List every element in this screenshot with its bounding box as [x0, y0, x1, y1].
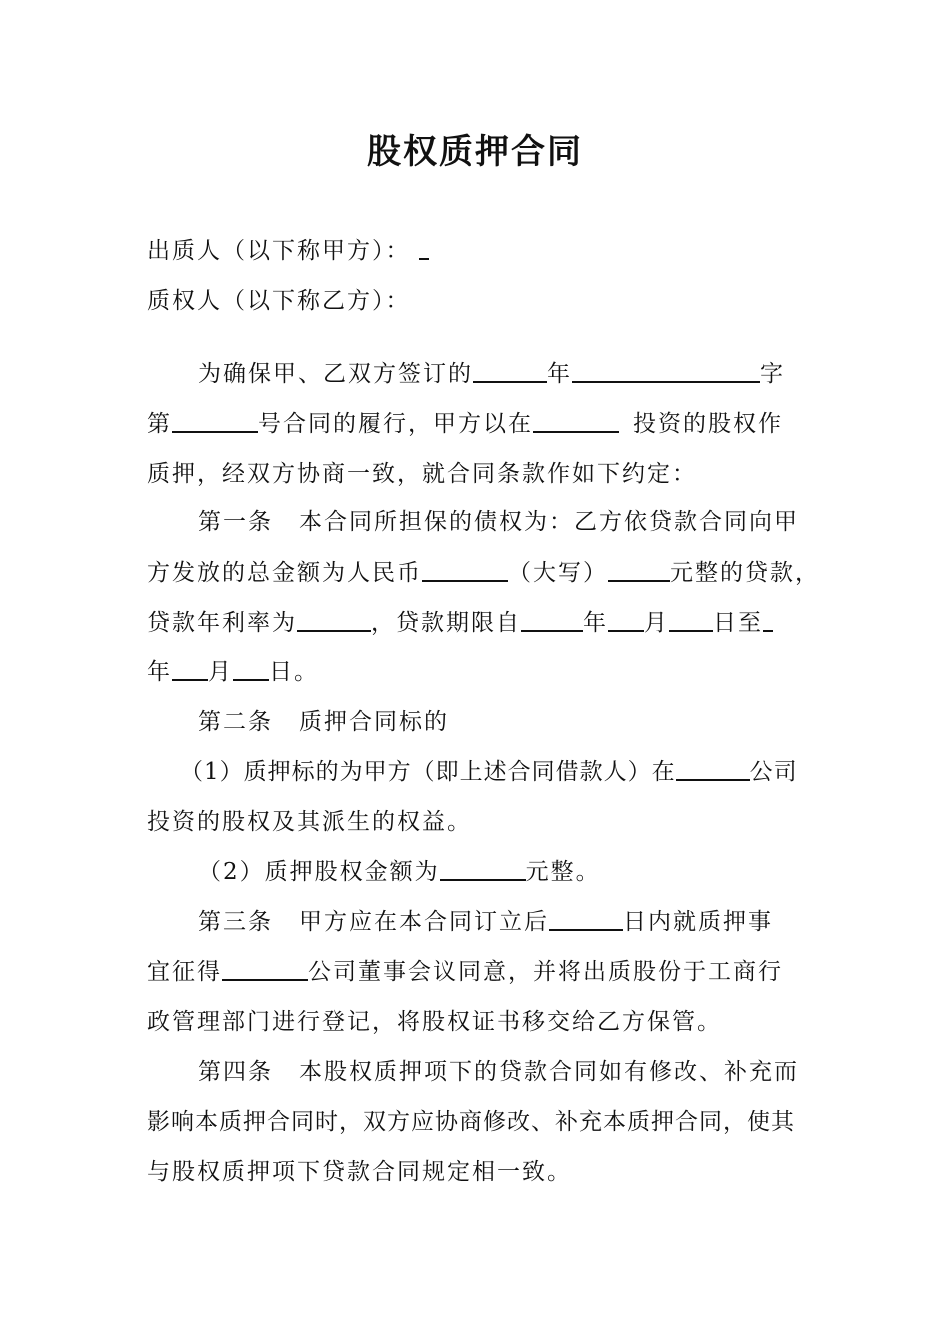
blank-end-day: [233, 657, 269, 681]
pledgor-blank: [419, 236, 429, 260]
article-2-heading: 第二条: [198, 709, 273, 735]
article-2-heading-line: 第二条 质押合同标的: [198, 709, 449, 735]
article-4-line-1: 第四条 本股权质押项下的贷款合同如有修改、补充而: [198, 1059, 799, 1085]
document-title: 股权质押合同: [367, 132, 583, 172]
blank-interest-rate: [297, 608, 371, 632]
paragraph-1-line-1: 为确保甲、乙双方签订的 年 字: [198, 361, 785, 387]
blank-days: [549, 907, 623, 931]
pledgor-label: 出质人（以下称甲方）：: [147, 238, 411, 264]
article-3-line-2: 宜征得 公司董事会议同意，并将出质股份于工商行: [147, 959, 783, 985]
article-4-line-3: 与股权质押项下贷款合同规定相一致。: [147, 1159, 572, 1185]
article-1-heading: 第一条: [198, 509, 273, 535]
blank-board-company: [222, 957, 308, 981]
article-2-item-1-line-1: （1）质押标的为甲方（即上述合同借款人）在 公司: [180, 759, 798, 785]
article-1-line-3: 贷款年利率为 ，贷款期限自 年 月 日至: [147, 608, 773, 638]
article-2-item-1-line-2: 投资的股权及其派生的权益。: [147, 809, 472, 835]
blank-word: [572, 359, 760, 383]
article-2-item-2-line: （2）质押股权金额为 元整。: [198, 859, 601, 885]
blank-end-year: [763, 608, 773, 632]
blank-start-day: [669, 608, 713, 632]
article-1-line-4: 年 月 日。: [147, 659, 319, 685]
blank-equity-amount: [440, 857, 526, 881]
blank-amount-words: [608, 558, 670, 582]
article-3-line-1: 第三条 甲方应在本合同订立后 日内就质押事: [198, 909, 773, 935]
article-4-heading: 第四条: [198, 1059, 273, 1085]
blank-start-year: [521, 608, 583, 632]
blank-start-month: [608, 608, 644, 632]
blank-invest-place: [533, 409, 619, 433]
article-4-line-2: 影响本质押合同时，双方应协商修改、补充本质押合同，使其: [147, 1109, 795, 1135]
article-3-line-3: 政管理部门进行登记，将股权证书移交给乙方保管。: [147, 1009, 722, 1035]
blank-year: [473, 359, 547, 383]
blank-number: [172, 409, 258, 433]
paragraph-1-line-3: 质押，经双方协商一致，就合同条款作如下约定：: [147, 461, 697, 487]
blank-end-month: [172, 657, 208, 681]
blank-amount-figure: [422, 558, 508, 582]
pledgor-line: [147, 236, 429, 266]
article-3-heading: 第三条: [198, 909, 273, 935]
pledgee-label: 质权人（以下称乙方）：: [147, 288, 411, 314]
article-1-line-1: 第一条 本合同所担保的债权为：乙方依贷款合同向甲: [198, 509, 799, 535]
article-1-line-2: 方发放的总金额为人民币 （大写） 元整的贷款，: [147, 560, 820, 586]
pledgee-line: [147, 286, 411, 316]
blank-company: [676, 757, 750, 781]
paragraph-1-line-2: 第 号合同的履行，甲方以在 投资的股权作: [147, 411, 783, 437]
